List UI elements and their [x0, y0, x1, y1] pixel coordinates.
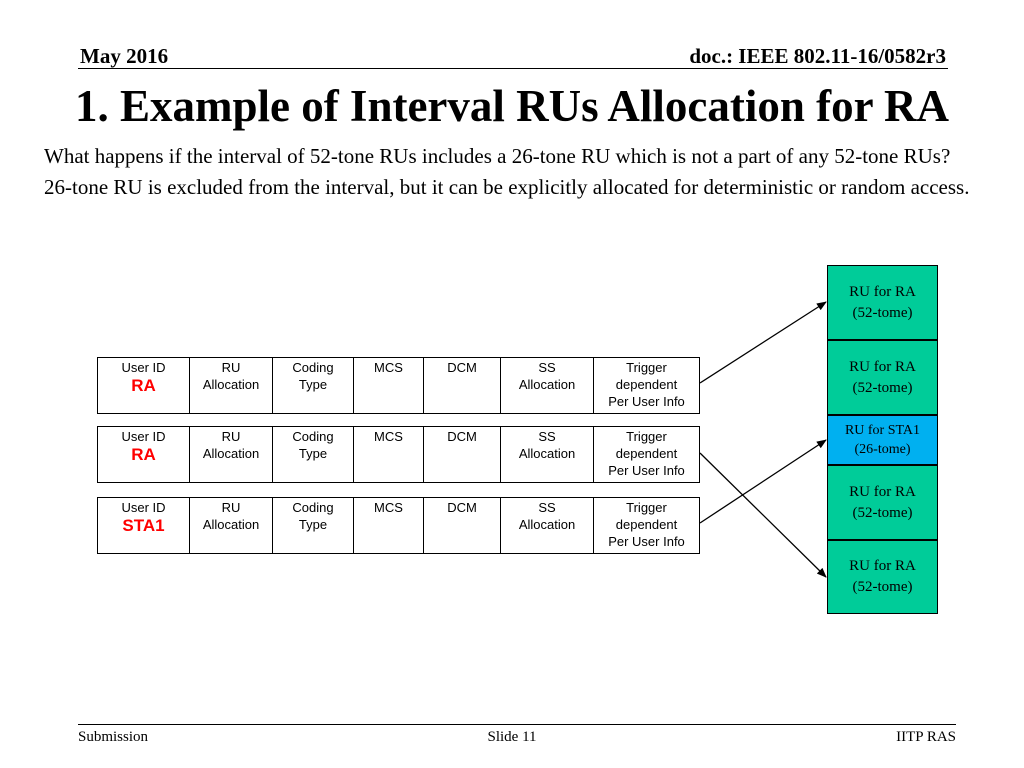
field-dcm: DCM	[424, 498, 501, 554]
arrow-field2-to-ru5	[700, 453, 826, 577]
field-coding-type: Coding Type	[273, 358, 354, 414]
user-id-value: RA	[131, 445, 156, 464]
field-ru-allocation: RU Allocation	[190, 358, 273, 414]
field-user-id: User ID RA	[98, 427, 190, 483]
field-dcm: DCM	[424, 427, 501, 483]
ru-label: RU for RA	[849, 483, 916, 500]
field-ss-allocation: SS Allocation	[501, 498, 594, 554]
footer-slide-number: Slide 11	[487, 729, 537, 745]
field-user-id: User ID STA1	[98, 498, 190, 554]
field-coding-type: Coding Type	[273, 427, 354, 483]
field-user-id: User ID RA	[98, 358, 190, 414]
field-mcs: MCS	[354, 427, 424, 483]
field-mcs: MCS	[354, 358, 424, 414]
arrow-field3-to-ru3	[700, 440, 826, 523]
arrow-field1-to-ru1	[700, 302, 826, 383]
field-coding-type: Coding Type	[273, 498, 354, 554]
ru-label: RU for RA	[849, 283, 916, 300]
body-question: What happens if the interval of 52-tone RUs includes a 26-tone RU which is not a part of any 52-tone RUs?	[44, 144, 951, 168]
ru-label: RU for STA1	[844, 423, 921, 438]
ru-tone: (52-tome)	[852, 304, 913, 321]
ru-tone: (52-tome)	[852, 579, 913, 595]
field-trigger-dependent: Trigger dependent Per User Info	[594, 498, 700, 554]
ru-tone: (52-tome)	[852, 379, 913, 396]
ru-tone: (52-tome)	[852, 504, 913, 521]
header-date: May 2016	[80, 44, 169, 68]
field-ss-allocation: SS Allocation	[501, 358, 594, 414]
slide-title: 1. Example of Interval RUs Allocation for RA	[74, 81, 950, 131]
field-ru-allocation: RU Allocation	[190, 498, 273, 554]
footer-submission: Submission	[78, 729, 149, 745]
field-ss-allocation: SS Allocation	[501, 427, 594, 483]
header-doc-id: doc.: IEEE 802.11-16/0582r3	[689, 44, 946, 68]
field-mcs: MCS	[354, 498, 424, 554]
ru-label: RU for RA	[849, 558, 916, 574]
user-id-value: STA1	[122, 516, 165, 535]
field-dcm: DCM	[424, 358, 501, 414]
field-ru-allocation: RU Allocation	[190, 427, 273, 483]
user-id-value: RA	[131, 376, 156, 395]
footer-org: IITP RAS	[896, 729, 956, 745]
ru-tone: (26-tome)	[854, 442, 911, 457]
field-trigger-dependent: Trigger dependent Per User Info	[594, 427, 700, 483]
ru-label: RU for RA	[849, 358, 916, 375]
footer-rule	[78, 724, 956, 725]
body-answer: 26-tone RU is excluded from the interval, but it can be explicitly allocated for deterministic or random access.	[44, 175, 970, 199]
field-trigger-dependent: Trigger dependent Per User Info	[594, 358, 700, 414]
